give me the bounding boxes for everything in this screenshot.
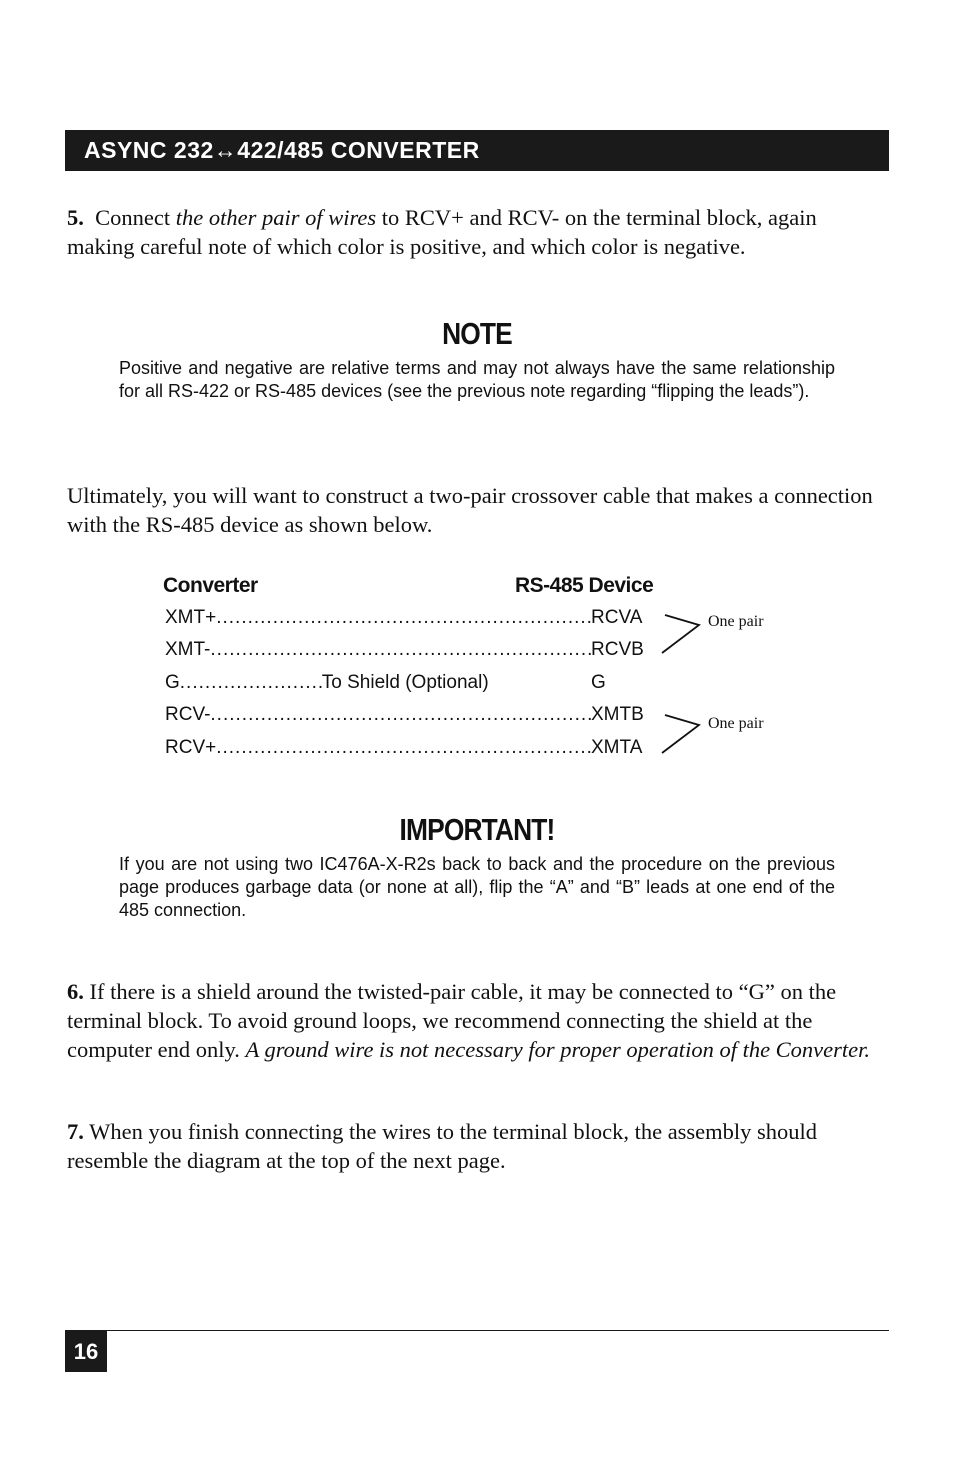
step-number: 6. — [67, 979, 84, 1004]
step-number: 7. — [67, 1119, 84, 1144]
device-pin: RCVB — [591, 639, 644, 660]
step-number: 5. — [67, 205, 84, 230]
device-pin: G — [591, 672, 606, 693]
pair-label: One pair — [708, 715, 764, 732]
important-title: IMPORTANT! — [399, 812, 555, 847]
step-7-paragraph — [67, 1117, 889, 1175]
shield-note: To Shield (Optional) — [321, 672, 489, 693]
dot-leader — [216, 735, 591, 761]
running-header: ASYNC 232↔422/485 CONVERTER — [65, 130, 889, 171]
step-5-paragraph — [67, 203, 889, 261]
wiring-row — [165, 735, 651, 761]
converter-pin: RCV+ — [165, 737, 217, 758]
device-column-header: RS-485 Device — [515, 574, 654, 597]
wiring-row — [165, 702, 651, 728]
converter-pin: RCV- — [165, 704, 211, 725]
note-title: NOTE — [442, 316, 512, 351]
pair-bracket-icon — [660, 712, 706, 756]
converter-pin: G — [165, 672, 180, 693]
dot-leader — [210, 637, 591, 663]
device-pin: XMTA — [591, 737, 643, 758]
step-6-paragraph — [67, 977, 889, 1064]
crossover-intro-paragraph: Ultimately, you will want to construct a two-pair crossover cable that makes a connection with the RS-485 device as shown below. — [67, 483, 873, 537]
step-emphasis: A ground wire is not necessary for proper operation of the Converter. — [245, 1037, 871, 1062]
device-pin: RCVA — [591, 607, 643, 628]
wiring-row — [165, 637, 651, 663]
pair-bracket-icon — [660, 612, 706, 656]
page-number: 16 — [65, 1331, 107, 1372]
converter-pin: XMT+ — [165, 607, 217, 628]
step-emphasis: the other pair of wires — [175, 205, 377, 230]
step-text: to RCV+ and RCV- on the terminal block, again making careful note of which color is positive, and which color is negative. — [67, 205, 817, 259]
step-text: When you finish connecting the wires to the terminal block, the assembly should resemble the diagram at the top of the next page. — [67, 1119, 818, 1173]
important-body: If you are not using two IC476A-X-R2s back to back and the procedure on the previous page produces garbage data (or none at all), flip the “A” and “B” leads at one end of the 485 connection. — [119, 854, 835, 920]
note-body: Positive and negative are relative terms and may not always have the same relationship for all RS-422 or RS-485 devices (see the previous note regarding “flipping the leads”). — [119, 358, 835, 401]
dot-leader — [180, 670, 322, 696]
converter-column-header: Converter — [163, 574, 258, 597]
dot-leader — [216, 605, 591, 631]
device-pin: XMTB — [591, 704, 644, 725]
converter-pin: XMT- — [165, 639, 211, 660]
wiring-row — [165, 605, 651, 631]
step-text: Connect — [95, 205, 176, 230]
footer-rule — [65, 1330, 889, 1331]
wiring-row — [165, 670, 651, 696]
pair-label: One pair — [708, 613, 764, 630]
dot-leader — [210, 702, 591, 728]
step-text: If there is a shield around the twisted-pair cable, it may be connected to “G” on the terminal block. To avoid ground loops, we recommend connecting the shield at the computer end only. — [67, 979, 837, 1062]
